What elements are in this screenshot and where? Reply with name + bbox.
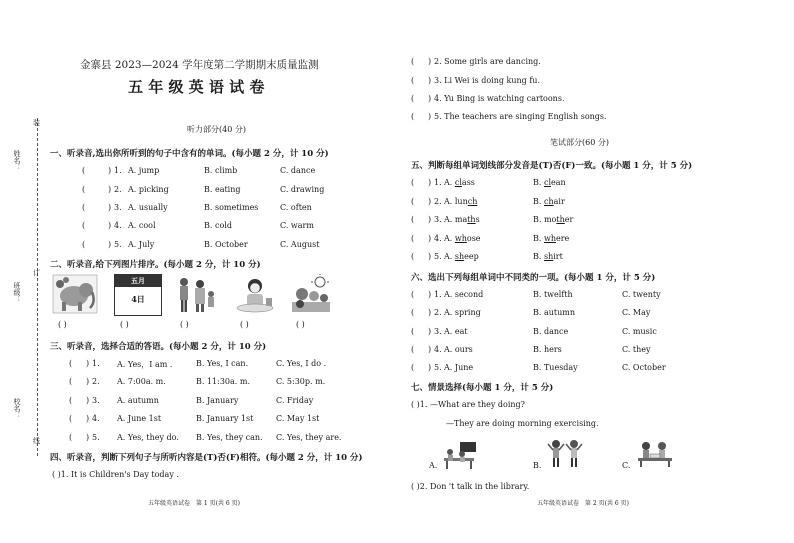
question-number: 2. <box>434 308 442 317</box>
answer-bracket: ( <box>411 327 415 336</box>
option-c: C. October <box>622 363 666 372</box>
calendar-month: 五月 <box>115 275 161 287</box>
picture-answer-blank[interactable]: ( ) <box>58 320 67 329</box>
option-b: B. October <box>204 240 248 249</box>
question-number: 3. <box>114 203 122 212</box>
answer-bracket: ( <box>411 94 415 103</box>
option-a: A. June 1st <box>117 414 162 423</box>
statement: 4. Yu Bing is watching cartoons. <box>434 94 565 103</box>
answer-bracket-close: ) <box>428 308 432 317</box>
option-c: C. drawing <box>280 185 325 194</box>
students-reading-picture <box>636 438 674 468</box>
answer-bracket-close: ) <box>86 377 90 386</box>
question-number: 5. <box>434 363 442 372</box>
section-5-title: 五、判断每组单词划线部分发音是(T)否(F)一致。(每小题 1 分，计 5 分) <box>411 161 693 171</box>
answer-bracket-close: ) <box>108 166 112 175</box>
option-b: B. sometimes <box>204 203 259 212</box>
paper-title: 五 年 级 英 语 试 卷 <box>128 78 265 96</box>
option-a: A. sheep <box>444 252 479 261</box>
listening-header: 听力部分(40 分) <box>187 125 246 134</box>
answer-bracket-close: ) <box>428 252 432 261</box>
answer-bracket-close: ) <box>428 178 432 187</box>
option-c: C. often <box>280 203 312 212</box>
answer-bracket: ( <box>82 240 86 249</box>
students-desk-picture <box>440 440 478 470</box>
left-page-footer: 五年级英语试卷 第 1 页(共 6 页) <box>148 500 240 507</box>
section-7-question-2: ( )2. Don 't talk in the library. <box>411 482 530 491</box>
option-c: C. 5:30p. m. <box>276 377 326 386</box>
answer-bracket-close: ) <box>428 290 432 299</box>
option-c: C. Friday <box>276 396 314 405</box>
answer-bracket: ( <box>82 166 86 175</box>
question-number: 1. <box>92 359 100 368</box>
answer-bracket-close: ) <box>428 57 432 66</box>
answer-bracket: ( <box>411 112 415 121</box>
section-2-title: 二、听录音,给下列图片排序。(每小题 2 分，计 10 分) <box>50 260 261 270</box>
answer-bracket: ( <box>69 433 73 442</box>
option-b: B. Yes, they can. <box>196 433 263 442</box>
option-c: C. music <box>622 327 657 336</box>
option-b: B. shirt <box>533 252 563 261</box>
picture-answer-blank[interactable]: ( ) <box>180 320 189 329</box>
answer-bracket-close: ) <box>86 414 90 423</box>
question-number: 5. <box>434 252 442 261</box>
name-label: 姓名： <box>13 150 21 171</box>
option-a: A. June <box>444 363 474 372</box>
option-a: A. maths <box>444 215 480 224</box>
calendar-picture <box>114 274 162 316</box>
answer-bracket: ( <box>69 396 73 405</box>
option-c: C. May 1st <box>276 414 320 423</box>
option-c: C. Yes, they are. <box>276 433 342 442</box>
option-a: A. ours <box>444 345 473 354</box>
answer-bracket-close: ) <box>86 396 90 405</box>
question-number: 4. <box>434 234 442 243</box>
answer-bracket-close: ) <box>428 234 432 243</box>
answer-bracket-close: ) <box>428 197 432 206</box>
option-c: C. twenty <box>622 290 661 299</box>
statement: 2. Some girls are dancing. <box>434 57 541 66</box>
answer-bracket-close: ) <box>86 433 90 442</box>
answer-bracket-close: ) <box>86 359 90 368</box>
option-b-label: B. <box>533 461 542 470</box>
option-c-label: C. <box>622 461 631 470</box>
answer-bracket: ( <box>411 215 415 224</box>
option-a: A. autumn <box>117 396 159 405</box>
answer-bracket: ( <box>69 359 73 368</box>
line-mark: 线 <box>33 437 40 445</box>
answer-bracket: ( <box>411 290 415 299</box>
answer-bracket: ( <box>411 76 415 85</box>
option-c: C. May <box>622 308 651 317</box>
question-number: 4. <box>114 221 122 230</box>
option-b: B. January <box>196 396 239 405</box>
option-a: A. Yes，I am . <box>117 360 173 369</box>
class-label: 班级： <box>13 282 21 303</box>
school-label: 校名： <box>13 398 21 419</box>
option-c: C. Yes, I do . <box>276 359 327 368</box>
section-1-title: 一、听录音,选出你所听到的句子中含有的单词。(每小题 2 分，计 10 分) <box>50 149 329 159</box>
option-b: B. January 1st <box>196 414 254 423</box>
question-number: 1. <box>434 178 442 187</box>
question-number: 4. <box>434 345 442 354</box>
option-b: B. climb <box>204 166 238 175</box>
option-a: A. cool <box>128 221 156 230</box>
option-c: C. warm <box>280 221 314 230</box>
calendar-day: 4日 <box>131 294 145 304</box>
option-c: C. they <box>622 345 651 354</box>
answer-bracket-close: ) <box>428 112 432 121</box>
answer-bracket: ( <box>411 57 415 66</box>
option-a: A. lunch <box>444 197 478 206</box>
option-a-label: A. <box>429 461 438 470</box>
section-7-title: 七、情景选择(每小题 1 分，计 5 分) <box>411 383 554 393</box>
option-a: A. eat <box>444 327 468 336</box>
question-number: 2. <box>114 185 122 194</box>
option-b: B. chair <box>533 197 565 206</box>
answer-bracket: ( <box>411 178 415 187</box>
option-b: B. clean <box>533 178 566 187</box>
answer-bracket-close: ) <box>428 327 432 336</box>
option-a: A. spring <box>444 308 481 317</box>
option-b: B. cold <box>204 221 232 230</box>
question-number: 1. <box>434 290 442 299</box>
option-b: B. dance <box>533 327 569 336</box>
answer-bracket: ( <box>411 197 415 206</box>
answer-bracket: ( <box>82 185 86 194</box>
option-a: A. usually <box>128 203 168 212</box>
answer-bracket: ( <box>411 363 415 372</box>
binding-dashed-line <box>37 118 38 456</box>
statement: 5. The teachers are singing English songs. <box>434 112 607 121</box>
section-4-item-1: ( )1. It is Children's Day today . <box>52 470 179 479</box>
option-a: A. class <box>444 178 475 187</box>
option-a: A. July <box>128 240 155 249</box>
seal-mark: 装 <box>33 119 40 127</box>
option-a: A. 7:00a. m. <box>117 377 166 386</box>
right-page-footer: 五年级英语试卷 第 2 页(共 6 页) <box>537 500 629 507</box>
flowers-picture <box>288 274 334 314</box>
option-b: B. eating <box>204 185 241 194</box>
question-number: 3. <box>434 215 442 224</box>
option-b: B. mother <box>533 215 574 224</box>
answer-bracket-close: ) <box>108 203 112 212</box>
option-c: C. August <box>280 240 320 249</box>
answer-bracket: ( <box>411 308 415 317</box>
answer-bracket-close: ) <box>108 221 112 230</box>
option-b: B. hers <box>533 345 562 354</box>
statement: 3. Li Wei is doing kung fu. <box>434 76 540 85</box>
option-a: A. Yes, they do. <box>117 433 179 442</box>
section-4-title: 四、听录音，判断下列句子与所听内容是(T)否(F)相符。(每小题 2 分，计 10 分) <box>50 453 363 463</box>
answer-bracket-close: ) <box>108 185 112 194</box>
answer-bracket-close: ) <box>428 76 432 85</box>
binding-strip <box>0 0 46 543</box>
answer-bracket: ( <box>69 414 73 423</box>
answer-bracket-close: ) <box>428 345 432 354</box>
question-number: 3. <box>92 396 100 405</box>
bind-mark: 订 <box>33 269 40 277</box>
option-b: B. where <box>533 234 570 243</box>
section-3-title: 三、听录音，选择合适的答语。(每小题 2 分，计 10 分) <box>50 342 267 352</box>
picture-answer-blank[interactable]: ( ) <box>296 320 305 329</box>
elephant-picture <box>52 274 98 314</box>
answer-bracket: ( <box>82 221 86 230</box>
girl-eating-picture <box>232 274 278 314</box>
option-b: B. Yes, I can. <box>196 359 249 368</box>
section-6-title: 六、选出下列每组单词中不同类的一项。(每小题 1 分，计 5 分) <box>411 273 656 283</box>
question-number: 3. <box>434 327 442 336</box>
option-c: C. dance <box>280 166 316 175</box>
section-7-question-1: ( )1. —What are they doing? <box>411 400 525 409</box>
picture-answer-blank[interactable]: ( ) <box>120 320 129 329</box>
option-a: A. whose <box>444 234 481 243</box>
question-number: 4. <box>92 414 100 423</box>
question-number: 5. <box>114 240 122 249</box>
option-b: B. autumn <box>533 308 575 317</box>
option-b: B. twelfth <box>533 290 573 299</box>
answer-bracket: ( <box>82 203 86 212</box>
exam-title: 金寨县 2023—2024 学年度第二学期期末质量监测 <box>80 59 319 71</box>
answer-bracket-close: ) <box>428 94 432 103</box>
question-number: 2. <box>92 377 100 386</box>
answer-bracket: ( <box>411 252 415 261</box>
answer-bracket-close: ) <box>428 215 432 224</box>
question-number: 1. <box>114 166 122 175</box>
answer-bracket: ( <box>411 345 415 354</box>
option-a: A. second <box>444 290 484 299</box>
option-a: A. picking <box>128 185 169 194</box>
question-number: 5. <box>92 433 100 442</box>
section-7-answer-1: —They are doing morning exercising. <box>446 419 599 428</box>
option-b: B. 11:30a. m. <box>196 377 251 386</box>
answer-bracket-close: ) <box>428 363 432 372</box>
option-a: A. jump <box>128 166 160 175</box>
answer-bracket: ( <box>69 377 73 386</box>
family-picture <box>172 274 218 314</box>
picture-answer-blank[interactable]: ( ) <box>240 320 249 329</box>
writing-header: 笔试部分(60 分) <box>550 138 609 147</box>
option-b: B. Tuesday <box>533 363 578 372</box>
question-number: 2. <box>434 197 442 206</box>
answer-bracket-close: ) <box>108 240 112 249</box>
children-exercising-picture <box>546 438 584 468</box>
answer-bracket: ( <box>411 234 415 243</box>
